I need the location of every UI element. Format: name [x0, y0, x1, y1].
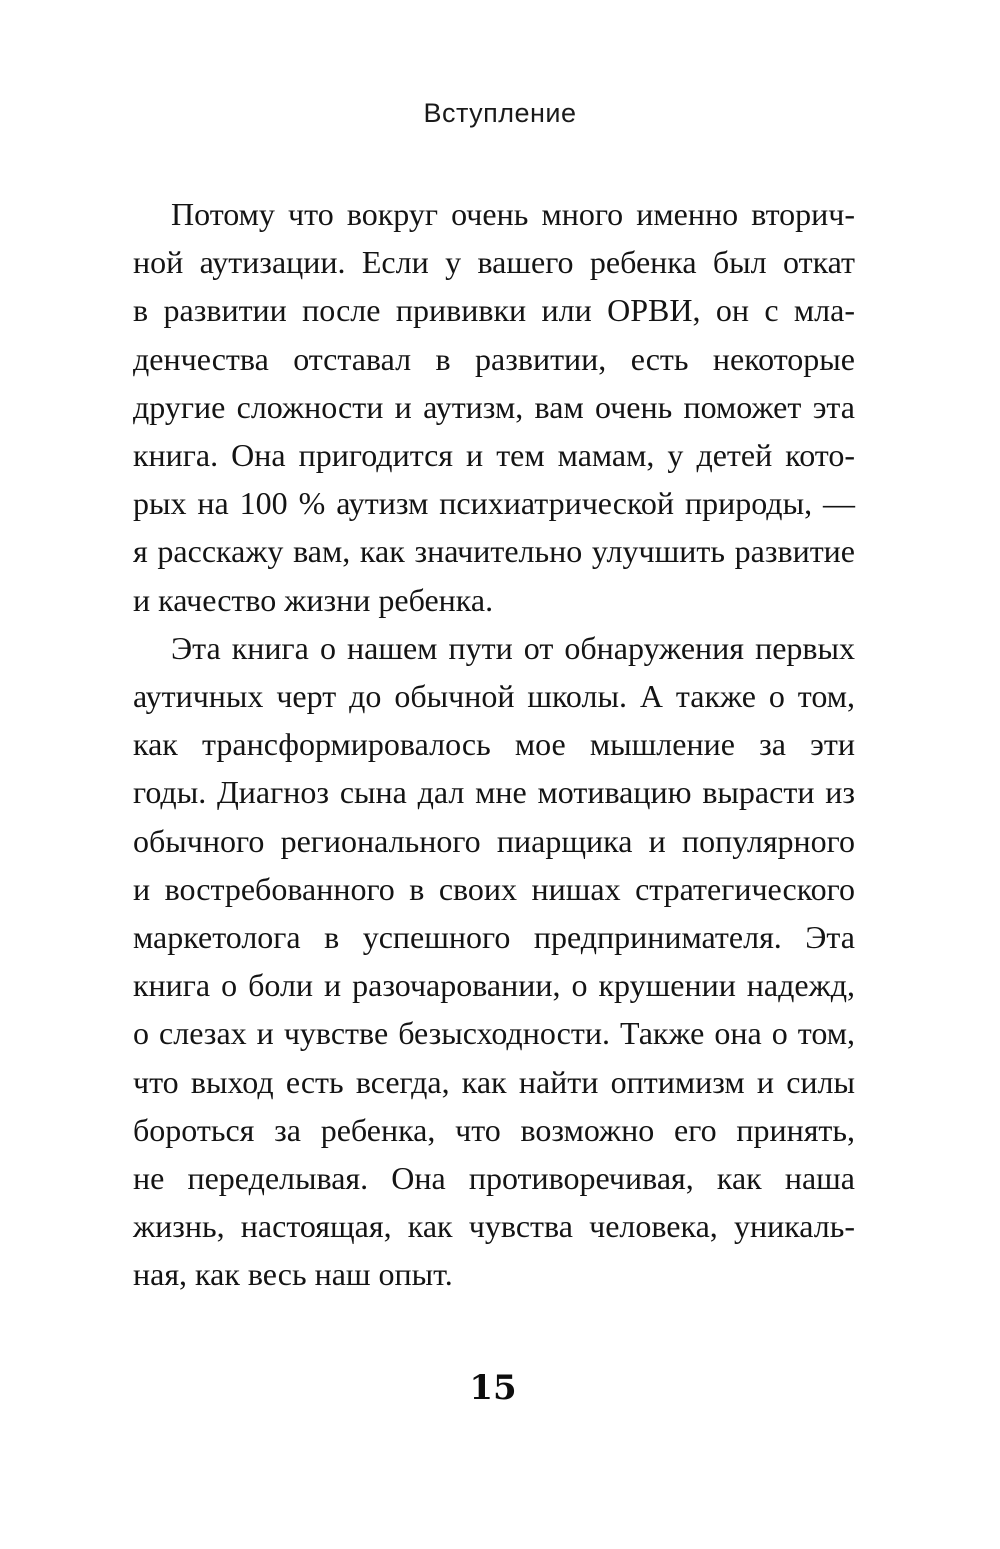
text-line: Потому что вокруг очень много именно вторич- [171, 196, 855, 232]
text-line: обычного регионального пиарщика и популярного [133, 822, 855, 859]
body-text [133, 190, 855, 1299]
text-line: и востребованного в своих нишах стратегического [133, 870, 855, 907]
text-line: денчества отставал в развитии, есть некоторые [133, 340, 855, 377]
text-line: книга. Она пригодится и тем мамам, у детей кото- [133, 437, 855, 474]
text-line: ная, как весь наш опыт. [133, 1256, 453, 1293]
text-line: книга о боли и разочаровании, о крушении надежд, [133, 967, 855, 1004]
text-line: годы. Диагноз сына дал мне мотивацию вырасти из [133, 774, 855, 811]
text-line: другие сложности и аутизм, вам очень поможет эта [133, 388, 855, 425]
text-line: рых на 100 % аутизм психиатрической природы, — [133, 485, 855, 522]
text-line: аутичных черт до обычной школы. А также о том, [133, 678, 855, 715]
text-line: ной аутизации. Если у вашего ребенка был откат [133, 244, 855, 281]
text-line: я расскажу вам, как значительно улучшить развитие [133, 533, 855, 570]
text-line: что выход есть всегда, как найти оптимизм и силы [133, 1063, 855, 1100]
text-line: о слезах и чувстве безысходности. Также она о том, [133, 1015, 855, 1052]
text-line: Эта книга о нашем пути от обнаружения первых [171, 629, 855, 666]
text-line: в развитии после прививки или ОРВИ, он с мла- [133, 292, 855, 329]
text-line: бороться за ребенка, что возможно его принять, [133, 1111, 855, 1148]
chapter-header: Вступление [423, 98, 577, 128]
text-line: и качество жизни ребенка. [133, 581, 494, 618]
text-line: маркетолога в успешного предпринимателя. Эта [133, 919, 855, 956]
text-line: не переделывая. Она противоречивая, как наша [133, 1160, 855, 1197]
page-number: 15 [469, 1368, 517, 1408]
text-line: как трансформировалось мое мышление за эти [133, 726, 855, 763]
text-line: жизнь, настоящая, как чувства человека, уникаль- [133, 1208, 855, 1245]
